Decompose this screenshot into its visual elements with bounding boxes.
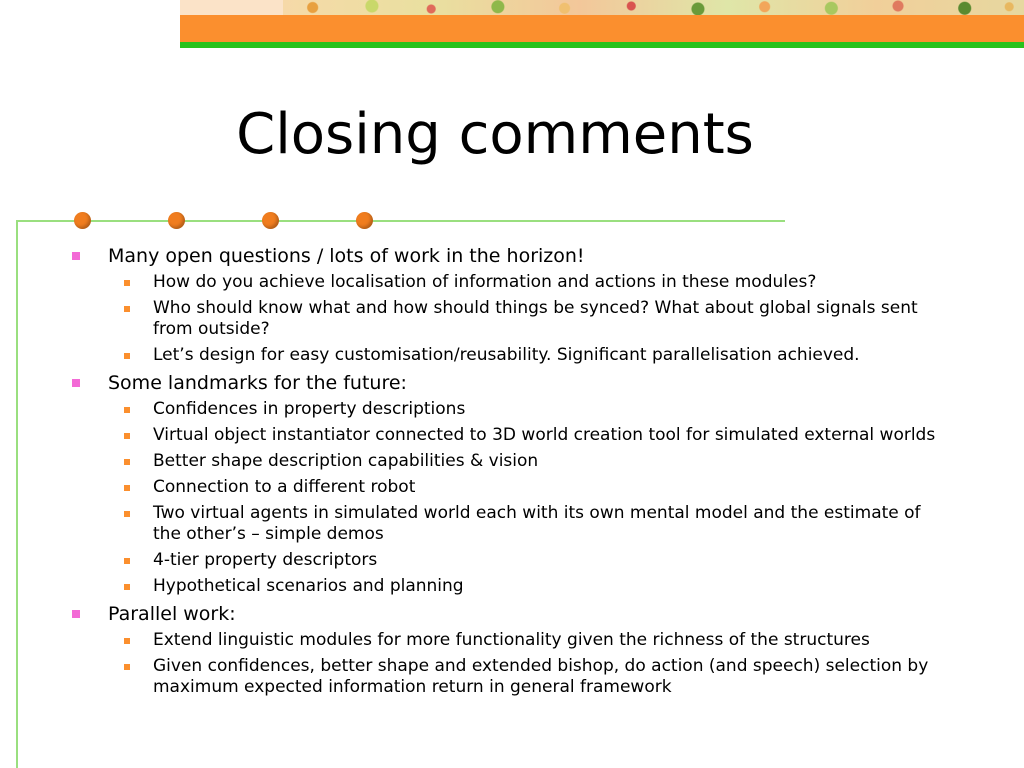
bullet-level1 (70, 244, 950, 268)
bullet-text: How do you achieve localisation of information and actions in these modules? (153, 272, 817, 292)
orange-square-bullet-icon (124, 638, 130, 644)
bullet-level1 (70, 602, 950, 626)
banner-cream-strip (180, 0, 283, 15)
bullet-level1 (70, 371, 950, 395)
bullet-level2 (108, 550, 950, 571)
banner-photo-strip (283, 0, 1024, 15)
orange-square-bullet-icon (124, 353, 130, 359)
pink-square-bullet-icon (72, 610, 80, 618)
decor-dot (262, 212, 279, 229)
decor-dot (168, 212, 185, 229)
bullet-level2 (108, 345, 950, 366)
bullet-text: Let’s design for easy customisation/reusability. Significant parallelisation achieved. (153, 345, 860, 365)
bullet-text: Many open questions / lots of work in the horizon! (108, 245, 585, 267)
orange-square-bullet-icon (124, 664, 130, 670)
bullet-text: Extend linguistic modules for more functionality given the richness of the structures (153, 630, 870, 650)
bullet-level2 (108, 477, 950, 498)
bullet-text: Hypothetical scenarios and planning (153, 576, 464, 596)
bullet-level2 (108, 630, 950, 651)
bullet-level2 (108, 298, 950, 340)
pink-square-bullet-icon (72, 252, 80, 260)
bullet-text: Parallel work: (108, 603, 236, 625)
banner-green-line (180, 42, 1024, 48)
bullet-text: Confidences in property descriptions (153, 399, 466, 419)
bullet-text: Two virtual agents in simulated world each with its own mental model and the estimate of the other’s – simple demos (153, 503, 921, 544)
banner-orange-band (180, 15, 1024, 42)
bullet-text: Given confidences, better shape and extended bishop, do action (and speech) selection by maximum expected information return in general framework (153, 656, 929, 697)
divider-vertical (16, 220, 18, 768)
orange-square-bullet-icon (124, 584, 130, 590)
bullet-level2 (108, 576, 950, 597)
pink-square-bullet-icon (72, 379, 80, 387)
bullet-level2 (108, 399, 950, 420)
bullet-text: Better shape description capabilities & vision (153, 451, 539, 471)
orange-square-bullet-icon (124, 433, 130, 439)
bullet-level2 (108, 503, 950, 545)
bullet-level2 (108, 425, 950, 446)
bullet-text: Connection to a different robot (153, 477, 416, 497)
divider-horizontal (16, 220, 785, 222)
bullet-list (70, 244, 950, 703)
bullet-level2 (108, 451, 950, 472)
orange-square-bullet-icon (124, 280, 130, 286)
slide-title: Closing comments (236, 102, 754, 167)
bullet-level2 (108, 656, 950, 698)
orange-square-bullet-icon (124, 485, 130, 491)
orange-square-bullet-icon (124, 407, 130, 413)
decor-dot (74, 212, 91, 229)
orange-square-bullet-icon (124, 511, 130, 517)
bullet-level2 (108, 272, 950, 293)
bullet-text: Virtual object instantiator connected to 3D world creation tool for simulated external worlds (153, 425, 936, 445)
decor-dot (356, 212, 373, 229)
orange-square-bullet-icon (124, 558, 130, 564)
bullet-text: 4-tier property descriptors (153, 550, 378, 570)
orange-square-bullet-icon (124, 306, 130, 312)
orange-square-bullet-icon (124, 459, 130, 465)
bullet-text: Some landmarks for the future: (108, 372, 407, 394)
header-banner (180, 0, 1024, 48)
bullet-text: Who should know what and how should things be synced? What about global signals sent from outside? (153, 298, 918, 339)
